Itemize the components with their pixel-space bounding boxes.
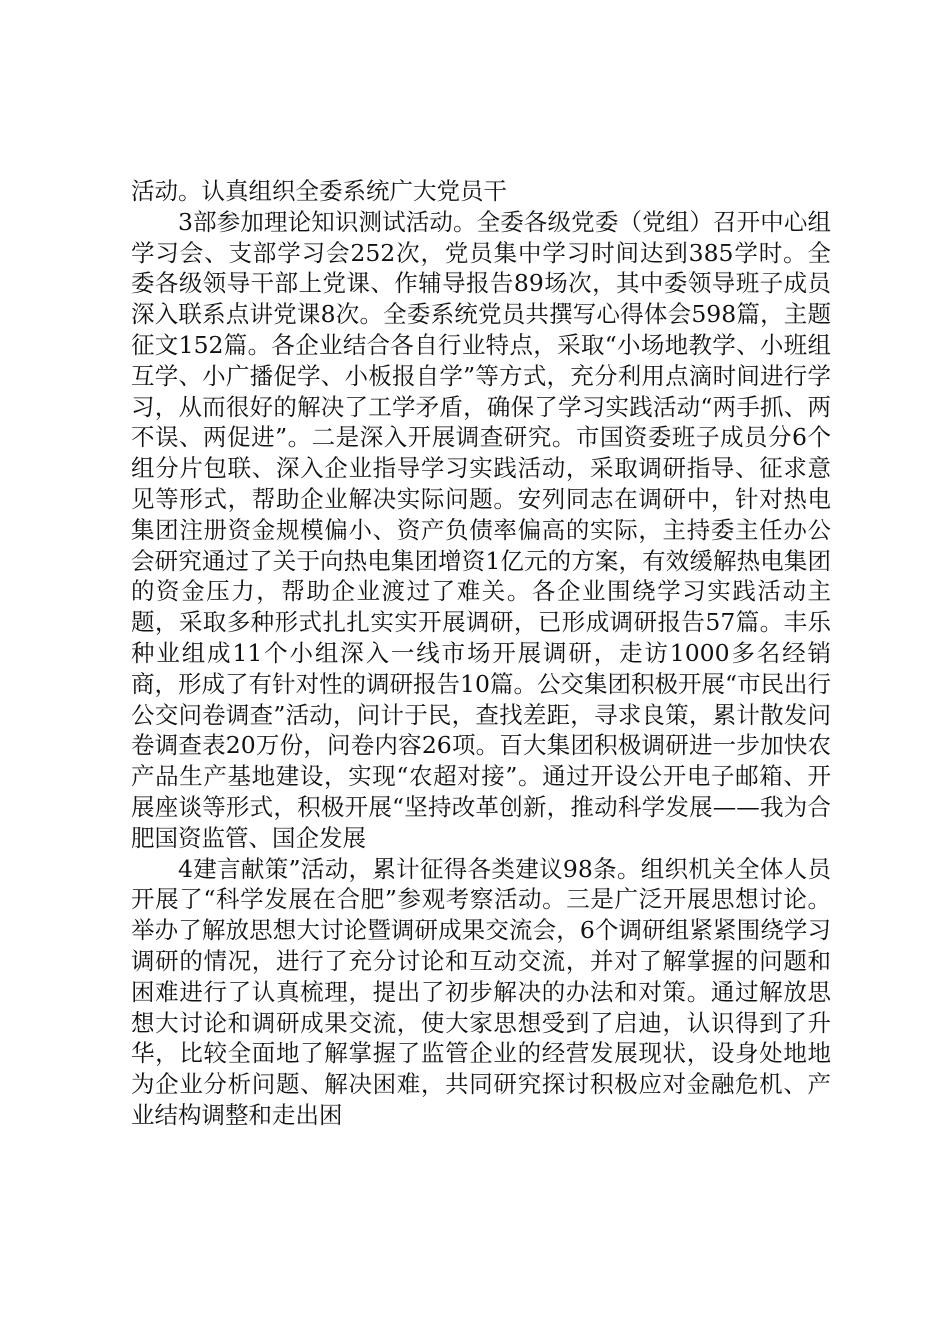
paragraph-suggestions-and-discussion: 4建言献策”活动，累计征得各类建议98条。组织机关全体人员开展了“科学发展在合肥”参观考察活动。三是广泛开展思想讨论。举办了解放思想大讨论暨调研成果交流会，6个调研组紧紧围绕学习调研的情况，进行了充分讨论和互动交流，并对了解掌握的问题和困难进行了认真梳理，提出了初步解决的办法和对策。通过解放思想大讨论和调研成果交流，使大家思想受到了启迪，认识得到了升华，比较全面地了解掌握了监管企业的经营发展现状，设身处地地为企业分析问题、解决困难，共同研究探讨积极应对金融危机、产业结构调整和走出困 <box>131 854 831 1129</box>
paragraph-continuation: 活动。认真组织全委系统广大党员干 <box>131 177 507 205</box>
paragraph-study-and-research: 3部参加理论知识测试活动。全委各级党委（党组）召开中心组学习会、支部学习会252次，党员集中学习时间达到385学时。全委各级领导干部上党课、作辅导报告89场次，其中委领导班子成员深入联系点讲党课8次。全委系统党员共撰写心得体会598篇，主题征文152篇。各企业结合各自行业特点，采取“小场地教学、小班组互学、小广播促学、小板报自学”等方式，充分利用点滴时间进行学习，从而很好的解决了工学矛盾，确保了学习实践活动“两手抓、两不误、两促进”。二是深入开展调查研究。市国资委班子成员分6个组分片包联、深入企业指导学习实践活动，采取调研指导、征求意见等形式，帮助企业解决实际问题。安列同志在调研中，针对热电集团注册资金规模偏小、资产负债率偏高的实际，主持委主任办公会研究通过了关于向热电集团增资1亿元的方案，有效缓解热电集团的资金压力，帮助企业渡过了难关。各企业围绕学习实践活动主题，采取多种形式扎扎实实开展调研，已形成调研报告57篇。丰乐种业组成11个小组深入一线市场开展调研，走访1000多名经销商，形成了有针对性的调研报告10篇。公交集团积极开展“市民出行公交问卷调查”活动，问计于民，查找差距，寻求良策，累计散发问卷调查表20万份，问卷内容26项。百大集团积极调研进一步加快农产品生产基地建设，实现“农超对接”。通过开设公开电子邮箱、开展座谈等形式，积极开展“坚持改革创新，推动科学发展——我为合肥国资监管、国企发展 <box>131 207 831 852</box>
body-text <box>131 176 831 1131</box>
